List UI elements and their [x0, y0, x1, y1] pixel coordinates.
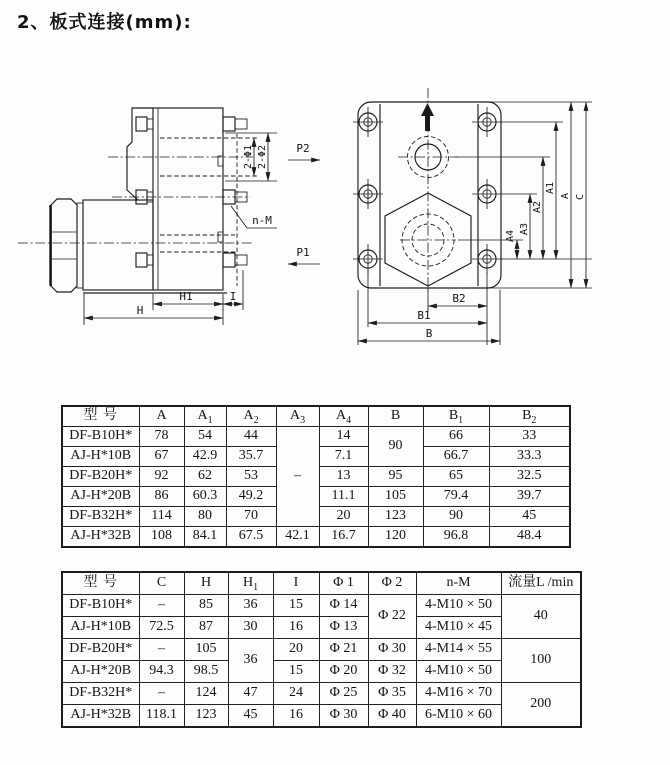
- table-cell: –: [139, 595, 184, 617]
- table-row: [62, 527, 570, 548]
- column-header: Φ 2: [368, 572, 416, 595]
- dim-label-2phi2: 2-Φ2: [257, 144, 268, 170]
- table-cell-merged: 90: [368, 427, 423, 467]
- table-cell: 16: [273, 705, 319, 728]
- dim-label-h: H: [136, 304, 144, 317]
- cell-model: DF-B20H*: [62, 467, 139, 487]
- dim-label-a3: A3: [519, 222, 530, 236]
- table-cell: 45: [228, 705, 273, 728]
- dim-label-a: A: [560, 192, 571, 200]
- bolt-hole: [472, 179, 502, 209]
- dimensions-table-ab: [61, 405, 571, 548]
- table-cell: 4-M10 × 45: [416, 617, 501, 639]
- table-cell: 14: [319, 427, 368, 447]
- side-view: [18, 108, 320, 325]
- table-cell: 66.7: [423, 447, 489, 467]
- table-cell: 54: [184, 427, 226, 447]
- table-cell: 87: [184, 617, 228, 639]
- hex-adjuster: [50, 199, 77, 292]
- table-cell: 86: [139, 487, 184, 507]
- table-header-row: [62, 572, 581, 595]
- table-cell-merged: 40: [501, 595, 581, 639]
- table-cell: Φ 35: [368, 683, 416, 705]
- dim-label-h1: H1: [179, 290, 193, 303]
- table-row: [62, 595, 581, 617]
- table-cell: –: [139, 683, 184, 705]
- column-header: $B_2$: [489, 406, 570, 427]
- front-view: [353, 88, 592, 345]
- table-cell: 79.4: [423, 487, 489, 507]
- column-header: $A_4$: [319, 406, 368, 427]
- column-header: H: [184, 572, 228, 595]
- table-cell: 47: [228, 683, 273, 705]
- table-cell: 123: [368, 507, 423, 527]
- table-cell: 4-M10 × 50: [416, 661, 501, 683]
- table-cell: 67: [139, 447, 184, 467]
- table-cell: 94.3: [139, 661, 184, 683]
- column-header: $A_2$: [226, 406, 276, 427]
- cell-model: AJ-H*20B: [62, 661, 139, 683]
- flow-arrow-icon: [421, 103, 434, 131]
- table-cell: 62: [184, 467, 226, 487]
- column-header: $A_1$: [184, 406, 226, 427]
- table-cell: 24: [273, 683, 319, 705]
- table-cell: 67.5: [226, 527, 276, 548]
- table-cell-merged: Φ 22: [368, 595, 416, 639]
- table-cell: 15: [273, 595, 319, 617]
- column-header-model: 型 号: [62, 572, 139, 595]
- table-cell: Φ 30: [368, 639, 416, 661]
- dim-label-b: B: [425, 327, 433, 340]
- table-cell: 48.4: [489, 527, 570, 548]
- table-cell: 7.1: [319, 447, 368, 467]
- table-cell: 84.1: [184, 527, 226, 548]
- table-cell: 108: [139, 527, 184, 548]
- table-row: [62, 683, 581, 705]
- table-cell-merged: 36: [228, 639, 273, 683]
- table-cell: 39.7: [489, 487, 570, 507]
- table-cell-merged: –: [276, 427, 319, 527]
- table-cell: 105: [368, 487, 423, 507]
- table-cell: 4-M16 × 70: [416, 683, 501, 705]
- dim-label-i: I: [229, 290, 237, 303]
- table-cell: 32.5: [489, 467, 570, 487]
- column-header: I: [273, 572, 319, 595]
- cell-model: AJ-H*32B: [62, 705, 139, 728]
- table-cell: 65: [423, 467, 489, 487]
- table-cell: Φ 32: [368, 661, 416, 683]
- cell-model: AJ-H*20B: [62, 487, 139, 507]
- table-row: [62, 639, 581, 661]
- table-cell: 6-M10 × 60: [416, 705, 501, 728]
- table-cell: 42.9: [184, 447, 226, 467]
- table-cell: 98.5: [184, 661, 228, 683]
- mounting-bolts: [353, 107, 502, 274]
- table-cell: 90: [423, 507, 489, 527]
- table-cell: 123: [184, 705, 228, 728]
- table-cell: 20: [319, 507, 368, 527]
- table-cell: 72.5: [139, 617, 184, 639]
- table-cell: 120: [368, 527, 423, 548]
- table-cell: 95: [368, 467, 423, 487]
- table-cell: 45: [489, 507, 570, 527]
- cell-model: DF-B32H*: [62, 683, 139, 705]
- cell-model: DF-B32H*: [62, 507, 139, 527]
- table-cell: 13: [319, 467, 368, 487]
- dim-label-b1: B1: [417, 309, 431, 322]
- table-cell: 124: [184, 683, 228, 705]
- table-cell: 11.1: [319, 487, 368, 507]
- hidden-lines: [18, 134, 258, 286]
- column-header: $A_3$: [276, 406, 319, 427]
- table-header-row: [62, 406, 570, 427]
- column-header: A: [139, 406, 184, 427]
- technical-drawing: [0, 0, 670, 380]
- table-cell-merged: 100: [501, 639, 581, 683]
- column-header: C: [139, 572, 184, 595]
- cell-model: AJ-H*32B: [62, 527, 139, 548]
- bolt-hole: [472, 244, 502, 274]
- table-cell: Φ 20: [319, 661, 368, 683]
- table-cell: Φ 30: [319, 705, 368, 728]
- table-cell: 20: [273, 639, 319, 661]
- table-row: [62, 427, 570, 447]
- table-cell: 80: [184, 507, 226, 527]
- column-header: B: [368, 406, 423, 427]
- column-header: $B_1$: [423, 406, 489, 427]
- table-cell: 16: [273, 617, 319, 639]
- table-cell: 85: [184, 595, 228, 617]
- dim-label-c: C: [575, 193, 586, 201]
- table-cell: 4-M14 × 55: [416, 639, 501, 661]
- table-cell: 96.8: [423, 527, 489, 548]
- table-cell: Φ 40: [368, 705, 416, 728]
- front-view-horizontal-dimensions: [358, 272, 500, 345]
- dim-label-a1: A1: [545, 181, 556, 195]
- table-cell: 66: [423, 427, 489, 447]
- table-cell: Φ 13: [319, 617, 368, 639]
- table-cell: 4-M10 × 50: [416, 595, 501, 617]
- table-cell: 114: [139, 507, 184, 527]
- table-cell: 33: [489, 427, 570, 447]
- cell-model: AJ-H*10B: [62, 447, 139, 467]
- cell-model: DF-B20H*: [62, 639, 139, 661]
- dim-label-b2: B2: [452, 292, 466, 305]
- table-cell: 35.7: [226, 447, 276, 467]
- column-header: 流量L /min: [501, 572, 581, 595]
- cell-model: DF-B10H*: [62, 427, 139, 447]
- table-cell: 49.2: [226, 487, 276, 507]
- dimensions-table-ch: [61, 571, 582, 728]
- left-bolts: [136, 117, 153, 267]
- table-cell: 70: [226, 507, 276, 527]
- table-cell: 15: [273, 661, 319, 683]
- dim-label-nm: n-M: [252, 214, 272, 227]
- table-cell: 33.3: [489, 447, 570, 467]
- table-cell: 92: [139, 467, 184, 487]
- table-cell: 60.3: [184, 487, 226, 507]
- table-cell: 44: [226, 427, 276, 447]
- port-label-p1: P1: [296, 246, 310, 259]
- port-p1: [288, 246, 320, 264]
- right-studs: [223, 117, 247, 267]
- section-title: 2、板式连接(mm):: [17, 12, 192, 33]
- side-view-dimensions: [84, 270, 243, 325]
- dim-label-a2: A2: [532, 200, 543, 214]
- bolt-hole: [472, 107, 502, 137]
- table-cell-merged: 200: [501, 683, 581, 728]
- column-header: Φ 1: [319, 572, 368, 595]
- port-label-p2: P2: [296, 142, 310, 155]
- table-cell: 53: [226, 467, 276, 487]
- cell-model: DF-B10H*: [62, 595, 139, 617]
- column-header: $H_1$: [228, 572, 273, 595]
- table-cell: 105: [184, 639, 228, 661]
- dim-label-2phi1: 2-Φ1: [243, 144, 254, 170]
- port-p2: [288, 142, 320, 160]
- cell-model: AJ-H*10B: [62, 617, 139, 639]
- front-view-vertical-dimensions: [455, 102, 592, 288]
- table-cell: 16.7: [319, 527, 368, 548]
- dim-label-a4: A4: [505, 229, 516, 243]
- table-cell: –: [139, 639, 184, 661]
- table-cell: 118.1: [139, 705, 184, 728]
- mounting-thread-callout: [231, 206, 277, 228]
- table-cell: Φ 21: [319, 639, 368, 661]
- table-cell: 30: [228, 617, 273, 639]
- table-cell: 36: [228, 595, 273, 617]
- table-cell: 42.1: [276, 527, 319, 548]
- table-cell: 78: [139, 427, 184, 447]
- table-cell: Φ 25: [319, 683, 368, 705]
- column-header-model: 型 号: [62, 406, 139, 427]
- table-cell: Φ 14: [319, 595, 368, 617]
- column-header: n-M: [416, 572, 501, 595]
